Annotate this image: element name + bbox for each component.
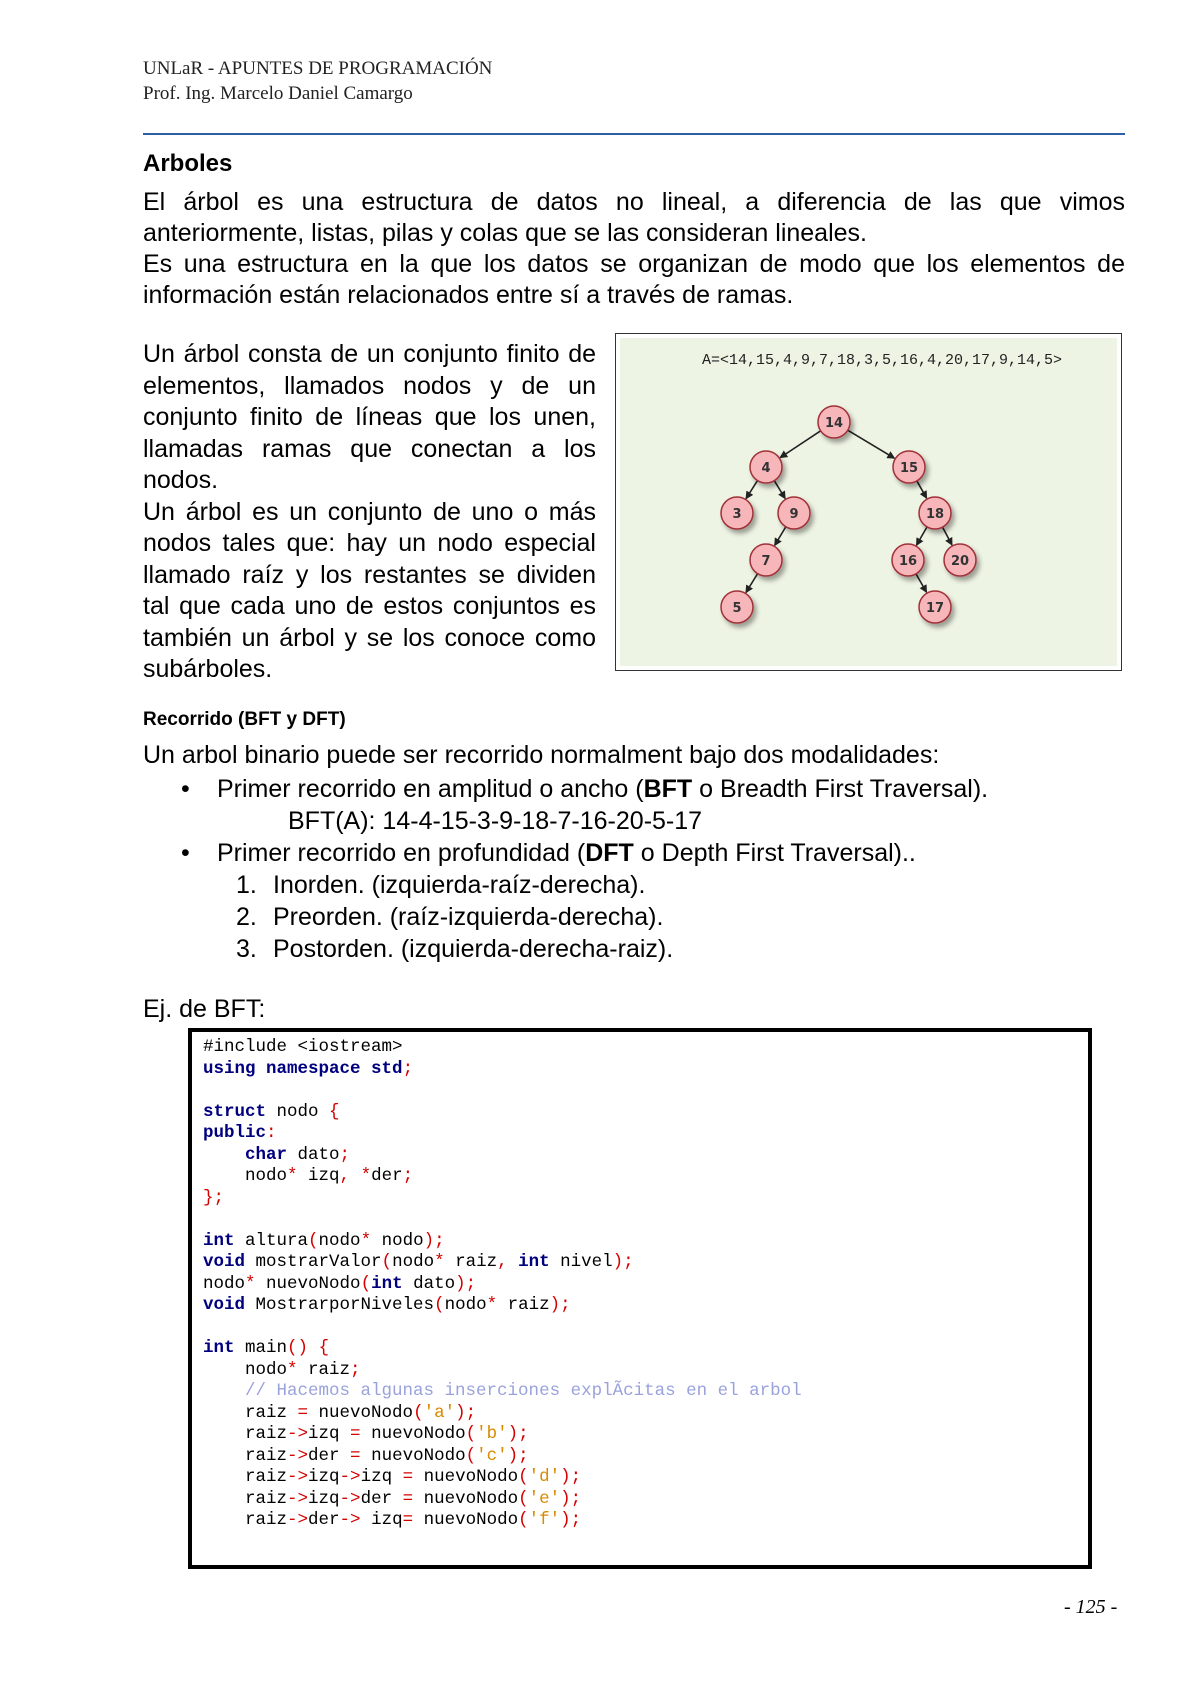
- code-token: using namespace: [203, 1058, 361, 1079]
- page-header: [143, 56, 492, 106]
- code-token: :: [266, 1123, 277, 1143]
- tree-node-label: 16: [898, 554, 918, 569]
- header-course-title: UNLaR - APUNTES DE PROGRAMACIÓN: [143, 58, 493, 79]
- code-token: ->: [339, 1510, 361, 1530]
- example-label: Ej. de BFT:: [143, 995, 266, 1023]
- bullet-icon: •: [181, 775, 190, 803]
- code-token: (): [287, 1338, 309, 1358]
- code-token: 'c': [476, 1445, 508, 1466]
- code-line: [203, 1101, 802, 1123]
- code-token: std: [371, 1058, 403, 1079]
- figure-background: [620, 338, 1117, 666]
- code-token: ;: [402, 1058, 414, 1079]
- code-line: [203, 1402, 802, 1424]
- tree-node: [778, 497, 810, 529]
- bft-text-after: o Breadth First Traversal).: [692, 775, 989, 803]
- tree-node-label: 18: [925, 507, 945, 522]
- definition-paragraph-2: Un árbol es un conjunto de uno o más nodos tales que: hay un nodo especial llamado raíz y los restantes se dividen tal que cada uno de estos conjuntos es también un árbol y se los conoce como subárboles.: [143, 497, 596, 683]
- code-token: altura: [234, 1230, 309, 1251]
- code-token: );: [423, 1230, 445, 1251]
- definition-column: [143, 339, 596, 686]
- code-line: [203, 1445, 802, 1467]
- tree-caption: A=<14,15,4,9,7,18,3,5,16,4,20,17,9,14,5>: [702, 352, 1063, 369]
- code-token: [308, 1338, 319, 1358]
- code-line: [203, 1208, 802, 1230]
- code-token: raiz: [203, 1510, 288, 1530]
- code-token: MostrarporNiveles: [245, 1295, 435, 1315]
- code-token: );: [612, 1252, 634, 1272]
- code-token: ->: [339, 1488, 361, 1509]
- tree-node: [893, 451, 925, 483]
- bft-text-before: Primer recorrido en amplitud o ancho (: [217, 775, 644, 803]
- tree-node: [721, 497, 753, 529]
- code-token: [508, 1252, 519, 1272]
- code-token: nivel: [549, 1252, 613, 1272]
- code-token: ->: [287, 1467, 309, 1487]
- code-line: [203, 1423, 802, 1445]
- code-token: der: [360, 1488, 403, 1509]
- code-token: (: [518, 1467, 529, 1487]
- header-author: Prof. Ing. Marcelo Daniel Camargo: [143, 83, 413, 104]
- code-token: struct: [203, 1101, 267, 1122]
- dft-text-after: o Depth First Traversal)..: [633, 839, 916, 867]
- code-token: );: [507, 1445, 529, 1466]
- code-token: (: [413, 1402, 424, 1423]
- code-line: [203, 1316, 802, 1338]
- dft-text-before: Primer recorrido en profundidad (: [217, 839, 586, 867]
- code-token: (: [360, 1273, 372, 1294]
- code-token: char: [245, 1144, 288, 1165]
- code-token: nodo: [203, 1273, 246, 1294]
- code-token: ;: [350, 1359, 361, 1380]
- code-token: dato: [402, 1273, 456, 1294]
- traversal-intro: Un arbol binario puede ser recorrido normalment bajo dos modalidades:: [143, 741, 940, 769]
- code-token: 'e': [528, 1488, 561, 1509]
- code-token: izq: [308, 1488, 340, 1509]
- list-number: 1.: [236, 871, 257, 899]
- code-token: *: [434, 1252, 445, 1272]
- tree-node-label: 5: [732, 601, 742, 616]
- code-line: [203, 1122, 802, 1144]
- code-token: izq: [360, 1467, 403, 1487]
- dft-text: [217, 837, 916, 869]
- tree-node-label: 20: [950, 554, 970, 569]
- code-line: [203, 1337, 802, 1359]
- code-token: ;: [339, 1144, 351, 1165]
- code-token: nodo: [203, 1359, 288, 1380]
- code-token: {: [318, 1338, 330, 1358]
- code-token: [350, 1166, 361, 1186]
- code-line: [203, 1058, 802, 1080]
- code-token: );: [560, 1467, 582, 1487]
- code-token: );: [455, 1402, 477, 1423]
- code-line: [203, 1294, 802, 1316]
- code-token: nuevoNodo: [360, 1424, 466, 1444]
- bft-example: BFT(A): 14-4-15-3-9-18-7-16-20-5-17: [288, 807, 703, 835]
- tree-node: [919, 591, 951, 623]
- code-token: );: [455, 1273, 477, 1294]
- code-block: [203, 1036, 802, 1531]
- code-token: *: [287, 1359, 298, 1380]
- list-text: Preorden. (raíz-izquierda-derecha).: [273, 903, 664, 931]
- code-token: izq: [297, 1166, 340, 1186]
- code-token: ->: [287, 1510, 309, 1530]
- code-token: (: [381, 1252, 393, 1272]
- code-token: mostrarValor: [245, 1252, 382, 1272]
- code-line: [203, 1509, 802, 1531]
- code-line: [203, 1079, 802, 1101]
- code-token: nuevoNodo: [413, 1510, 519, 1530]
- tree-node-label: 9: [789, 507, 799, 522]
- code-token: ->: [287, 1424, 309, 1444]
- tree-node: [818, 406, 850, 438]
- code-token: =: [350, 1424, 361, 1444]
- code-token: *: [360, 1230, 372, 1251]
- code-token: ;: [402, 1166, 414, 1186]
- code-token: =: [297, 1402, 309, 1423]
- tree-node: [750, 544, 782, 576]
- code-token: int: [518, 1252, 550, 1272]
- code-line: [203, 1466, 802, 1488]
- code-token: nodo: [392, 1252, 435, 1272]
- code-token: int: [371, 1273, 403, 1294]
- header-rule: [143, 133, 1125, 135]
- list-number: 2.: [236, 903, 257, 931]
- code-token: );: [507, 1424, 529, 1444]
- code-token: 'd': [528, 1467, 561, 1487]
- code-token: [203, 1381, 245, 1401]
- code-token: };: [203, 1187, 225, 1208]
- bft-abbr: BFT: [643, 775, 693, 803]
- code-token: raiz: [497, 1295, 550, 1315]
- code-token: raiz: [203, 1424, 288, 1444]
- tree-figure: [615, 333, 1122, 671]
- code-token: nuevoNodo: [413, 1467, 519, 1487]
- tree-node: [750, 451, 782, 483]
- code-token: *: [360, 1166, 372, 1186]
- code-token: int: [203, 1230, 235, 1251]
- code-token: izq: [308, 1424, 351, 1444]
- code-line: [203, 1165, 802, 1187]
- code-token: 'a': [423, 1402, 456, 1423]
- code-token: [361, 1059, 372, 1079]
- code-token: ,: [339, 1166, 351, 1186]
- code-token: 'b': [476, 1424, 508, 1444]
- code-token: raiz: [203, 1467, 288, 1487]
- code-line: [203, 1273, 802, 1295]
- code-token: #include <iostream>: [203, 1037, 403, 1057]
- code-token: 'f': [528, 1510, 561, 1530]
- code-token: void: [203, 1295, 246, 1315]
- list-text: Inorden. (izquierda-raíz-derecha).: [273, 871, 646, 899]
- code-line: [203, 1036, 802, 1058]
- code-token: der: [371, 1166, 403, 1186]
- tree-node: [721, 591, 753, 623]
- code-token: =: [350, 1445, 361, 1466]
- code-token: {: [329, 1101, 340, 1122]
- code-token: (: [465, 1424, 477, 1444]
- code-line: [203, 1359, 802, 1381]
- tree-node-label: 17: [925, 601, 945, 616]
- code-token: der: [308, 1445, 351, 1466]
- code-token: nuevoNodo: [308, 1402, 414, 1423]
- code-token: *: [245, 1273, 256, 1294]
- bullet-icon: •: [181, 839, 190, 867]
- code-token: ->: [287, 1488, 309, 1509]
- code-line: [203, 1251, 802, 1273]
- code-token: =: [402, 1467, 414, 1487]
- code-token: izq: [308, 1467, 340, 1487]
- definition-paragraph-1: Un árbol consta de un conjunto finito de elementos, llamados nodos y de un conjunto finito de líneas que los unen, llamadas ramas que conectan a los nodos.: [143, 340, 596, 494]
- page-number: - 125 -: [1064, 1596, 1118, 1618]
- code-line: [203, 1187, 802, 1209]
- code-token: // Hacemos algunas inserciones explÃcitas en el arbol: [245, 1381, 802, 1401]
- code-token: nodo: [444, 1295, 487, 1315]
- code-token: raiz: [203, 1402, 298, 1423]
- code-line: [203, 1230, 802, 1252]
- code-line: [203, 1144, 802, 1166]
- tree-node-label: 15: [899, 461, 919, 476]
- tree-node-label: 14: [824, 416, 844, 431]
- code-token: nodo: [266, 1101, 330, 1122]
- code-token: (: [518, 1510, 529, 1530]
- code-token: nuevoNodo: [413, 1488, 519, 1509]
- tree-node: [919, 497, 951, 529]
- code-token: );: [560, 1488, 582, 1509]
- code-token: ->: [339, 1467, 361, 1487]
- intro-paragraph-1: El árbol es una estructura de datos no lineal, a diferencia de las que vimos anteriormente, listas, pilas y colas que se las consideran lineales.: [143, 188, 1125, 247]
- tree-node-label: 7: [761, 554, 771, 569]
- code-token: =: [402, 1510, 414, 1530]
- code-token: (: [308, 1230, 319, 1251]
- traversal-subtitle: Recorrido (BFT y DFT): [143, 709, 346, 730]
- tree-node-label: 3: [732, 507, 742, 522]
- code-line: [203, 1488, 802, 1510]
- code-token: raiz: [444, 1252, 498, 1272]
- list-text: Postorden. (izquierda-derecha-raiz).: [273, 935, 674, 963]
- code-token: );: [549, 1295, 571, 1315]
- code-token: *: [486, 1295, 498, 1315]
- tree-diagram: [616, 334, 1121, 670]
- code-line: [203, 1380, 802, 1402]
- code-token: nuevoNodo: [360, 1445, 466, 1466]
- code-token: dato: [287, 1144, 340, 1165]
- tree-node-label: 4: [761, 461, 771, 476]
- code-token: );: [560, 1510, 582, 1530]
- code-token: nodo: [371, 1230, 424, 1251]
- tree-node: [944, 544, 976, 576]
- code-token: (: [465, 1445, 477, 1466]
- code-token: izq: [360, 1510, 403, 1530]
- code-token: nodo: [318, 1230, 361, 1251]
- list-number: 3.: [236, 935, 257, 963]
- code-token: void: [203, 1252, 246, 1272]
- dft-abbr: DFT: [585, 839, 634, 867]
- bft-text: [217, 773, 988, 805]
- code-token: nuevoNodo: [255, 1273, 361, 1294]
- code-token: int: [203, 1338, 235, 1358]
- code-listing: [188, 1028, 1092, 1569]
- code-token: *: [287, 1166, 298, 1186]
- code-token: raiz: [297, 1359, 351, 1380]
- code-token: =: [402, 1488, 414, 1509]
- code-token: (: [518, 1488, 529, 1509]
- code-token: main: [234, 1338, 288, 1358]
- code-token: [203, 1145, 245, 1165]
- code-token: ,: [497, 1252, 508, 1272]
- code-token: raiz: [203, 1488, 288, 1509]
- tree-node: [892, 544, 924, 576]
- code-token: raiz: [203, 1445, 288, 1466]
- code-token: (: [434, 1295, 445, 1315]
- intro-paragraph-2: Es una estructura en la que los datos se organizan de modo que los elementos de información están relacionados entre sí a través de ramas.: [143, 250, 1125, 309]
- code-token: nodo: [203, 1166, 288, 1186]
- code-token: ->: [287, 1445, 309, 1466]
- code-token: public: [203, 1123, 267, 1143]
- code-token: der: [308, 1510, 340, 1530]
- section-title: Arboles: [143, 150, 233, 177]
